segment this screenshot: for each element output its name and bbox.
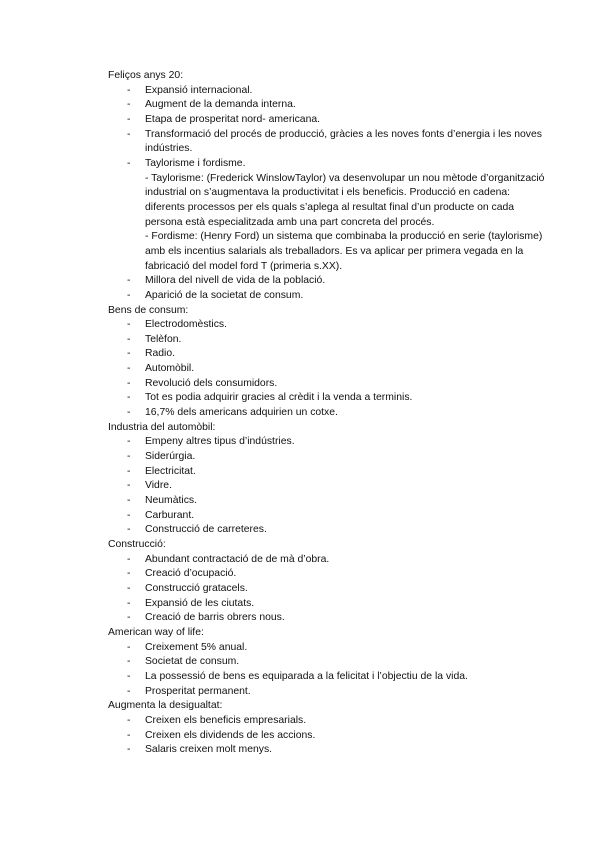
list-item [108,479,548,494]
list-item-text: Taylorisme i fordisme. [145,157,246,169]
section-heading: Augmenta la desigualtat: [108,700,223,712]
list-item-text: Creixement 5% anual. [145,641,248,653]
bullet-list [108,84,548,304]
list-item [108,377,548,392]
list-item-text: Carburant. [145,509,195,521]
list-item-text: Neumàtics. [145,495,197,507]
list-item-text: Revolució dels consumidors. [145,377,278,389]
list-item [108,655,548,670]
bullet-list [108,714,548,758]
bullet-list [108,318,548,421]
list-item [108,509,548,524]
list-item [108,84,548,99]
list-item [108,729,548,744]
list-item-text: Creixen els beneficis empresarials. [145,714,307,726]
list-item-text: Tot es podia adquirir gracies al crèdit i la venda a terminis. [145,392,413,404]
list-item [108,289,548,304]
list-item [108,494,548,509]
list-item-text: Empeny altres tipus d’indústries. [145,436,295,448]
bullet-list [108,553,548,626]
list-item [108,450,548,465]
list-item-text: Creació de barris obrers nous. [145,612,285,624]
list-item-text: Construcció de carreteres. [145,524,267,536]
list-item [108,391,548,406]
section-heading: Industria del automòbil: [108,421,216,433]
list-item [108,128,548,157]
list-item [108,553,548,568]
list-item [108,362,548,377]
list-item [108,157,548,274]
list-item [108,318,548,333]
document-body [108,69,548,758]
list-item-text: Etapa de prosperitat nord- americana. [145,113,321,125]
list-item [108,333,548,348]
bullet-list [108,641,548,700]
section-heading: Construcció: [108,539,166,550]
sub-paragraph: - Taylorisme: (Frederick WinslowTaylor) va desenvolupar un nou mètode d’organització industrial on s’augmentava la productivitat i els beneficis. Producció en cadena: diferents processos per els quals s’aplega al resultat final d’un producte on cada persona està especialitzada amb una part concreta del procés. [145,172,545,228]
list-item-text: Expansió internacional. [145,84,253,96]
list-item-text: Creixen els dividends de les accions. [145,729,316,741]
list-item [108,406,548,421]
list-item [108,641,548,656]
list-item-text: La possessió de bens es equiparada a la felicitat i l’objectiu de la vida. [145,670,468,682]
list-item-text: Electrodomèstics. [145,319,227,331]
list-item-text: Automòbil. [145,363,195,375]
section-heading: Bens de consum: [108,304,189,316]
list-item-text: 16,7% dels americans adquirien un cotxe. [145,407,338,419]
list-item-text: Electricitat. [145,465,196,477]
section-heading: Feliços anys 20: [108,70,184,81]
list-item-text: Vidre. [145,480,172,492]
list-item [108,465,548,480]
list-item-text: Prosperitat permanent. [145,685,251,697]
section-heading: American way of life: [108,626,204,638]
list-item-text: Aparició de la societat de consum. [145,289,304,301]
list-item [108,611,548,626]
bullet-list [108,435,548,538]
list-item-text: Creació d’ocupació. [145,568,237,580]
list-item [108,714,548,729]
list-item [108,274,548,289]
list-item-text: Abundant contractació de de mà d’obra. [145,553,330,565]
list-item-text: Construcció gratacels. [145,582,248,594]
list-item [108,347,548,362]
list-item [108,98,548,113]
list-item-text: Telèfon. [145,333,182,345]
list-item-text: Radio. [145,348,176,360]
list-item [108,597,548,612]
list-item-text: Augment de la demanda interna. [145,99,296,111]
list-item-text: Siderúrgia. [145,451,196,463]
list-item [108,567,548,582]
list-item [108,582,548,597]
list-item-text: Transformació del procés de producció, gràcies a les noves fonts d’energia i les noves indústries. [145,128,542,155]
list-item [108,743,548,758]
list-item-text: Expansió de les ciutats. [145,597,255,609]
list-item [108,435,548,450]
list-item [108,670,548,685]
list-item-text: Societat de consum. [145,656,240,668]
list-item [108,685,548,700]
list-item-text: Salaris creixen molt menys. [145,744,273,756]
list-item-text: Millora del nivell de vida de la població. [145,275,326,287]
list-item [108,113,548,128]
list-item [108,523,548,538]
sub-paragraph: - Fordisme: (Henry Ford) un sistema que combinaba la producció en serie (taylorisme) amb els incentius salarials als treballadors. Es va aplicar per primera vegada en la fabricació del model ford T (primeria s.XX). [145,231,543,272]
